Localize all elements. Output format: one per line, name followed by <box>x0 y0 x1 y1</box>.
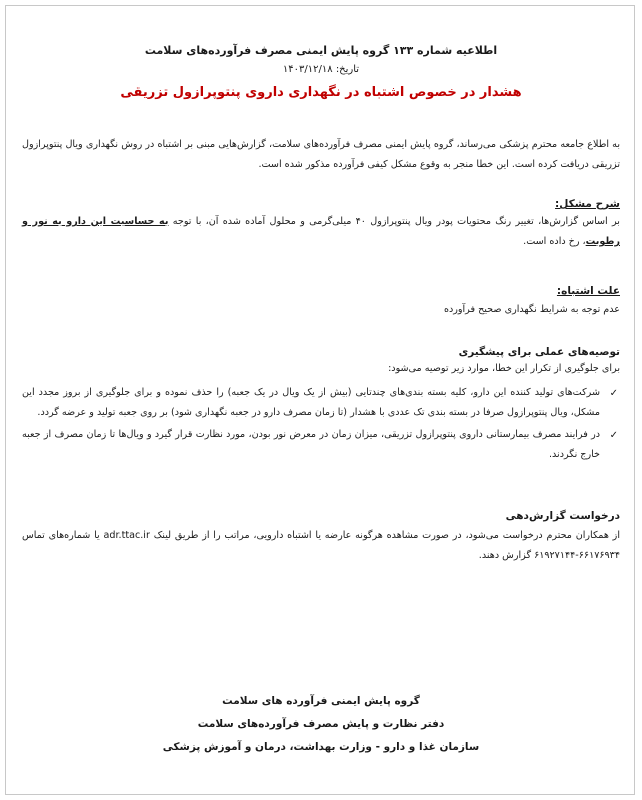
recommendations-list <box>22 383 620 467</box>
cause-heading: علت اشتباه: <box>556 285 620 297</box>
footer-organization: سازمان غذا و دارو - وزارت بهداشت، درمان و آموزش پزشکی <box>162 741 480 753</box>
problem-text: بر اساس گزارش‌ها، تغییر رنگ محتویات پودر ویال پنتوپرازول ۴۰ میلی‌گرمی و محلول آماده شده آن، با توجه <box>168 216 620 227</box>
report-paragraph <box>22 526 620 566</box>
intro-paragraph: به اطلاع جامعه محترم پزشکی می‌رساند، گروه پایش ایمنی مصرف فرآورده‌های سلامت، گزارش‌هایی مبنی بر اشتباه در روش نگهداری ویال پنتوپرازول تزریقی دریافت کرده است. این خطا منجر به وقوع مشکل کیفی فرآورده مذکور شده است. <box>22 139 620 170</box>
footer-office: دفتر نظارت و پایش مصرف فرآورده‌های سلامت <box>197 718 445 730</box>
recommendations-heading: توصیه‌های عملی برای پیشگیری <box>458 346 620 358</box>
announcement-number: اطلاعیه شماره ۱۳۳ گروه پایش ایمنی مصرف فرآورده‌های سلامت <box>144 44 498 57</box>
problem-emphasis: به حساسیت این دارو به نور و رطوبت <box>22 216 620 247</box>
date-label: تاریخ: <box>335 64 360 75</box>
report-text: از همکاران محترم درخواست می‌شود، در صورت مشاهده هرگونه عارضه یا اشتباه دارویی، مراتب را از طریق لینک <box>149 530 620 541</box>
cause-paragraph: عدم توجه به شرایط نگهداری صحیح فرآورده <box>443 304 620 315</box>
problem-heading: شرح مشکل: <box>555 198 620 210</box>
list-item <box>22 383 620 423</box>
list-item <box>22 425 620 465</box>
footer-group: گروه پایش ایمنی فرآورده های سلامت <box>222 695 420 707</box>
list-item-text: شرکت‌های تولید کننده این دارو، کلیه بسته بندی‌های چندتایی (بیش از یک ویال در یک جعبه) را حذف نموده و برای جلوگیری از بروز مجدد این مشکل، ویال پنتوپرازول صرفا در بسته بندی تک عددی با هشدار (تا زمان مصرف دارو در جعبه نگهداری شود) بر روی جعبه تولید و عرضه گردد. <box>22 387 600 418</box>
report-text-end: یا شماره‌های تماس ۶۶۱۷۶۹۳۴-۶۱۹۲۷۱۴۴ گزارش دهند. <box>22 530 620 561</box>
recommendations-intro: برای جلوگیری از تکرار این خطا، موارد زیر توصیه می‌شود: <box>388 363 620 374</box>
page-title: هشدار در خصوص اشتباه در نگهداری داروی پنتوپرازول تزریقی <box>120 85 522 100</box>
report-heading: درخواست گزارش‌دهی <box>505 510 620 522</box>
checkmark-icon: ✓ <box>609 430 618 441</box>
problem-paragraph <box>22 212 620 252</box>
report-link[interactable]: adr.ttac.ir <box>103 530 150 541</box>
list-item-text: در فرایند مصرف بیمارستانی داروی پنتوپرازول تزریقی، میزان زمان در معرض نور بودن، مورد نظارت قرار گیرد و ویال‌ها تا زمان مصرف از جعبه خارج نگردند. <box>22 429 600 460</box>
checkmark-icon: ✓ <box>609 388 618 399</box>
problem-text-end: ، رخ داده است. <box>523 236 586 247</box>
announcement-date <box>22 62 620 77</box>
date-value: ۱۴۰۳/۱۲/۱۸ <box>282 64 333 75</box>
